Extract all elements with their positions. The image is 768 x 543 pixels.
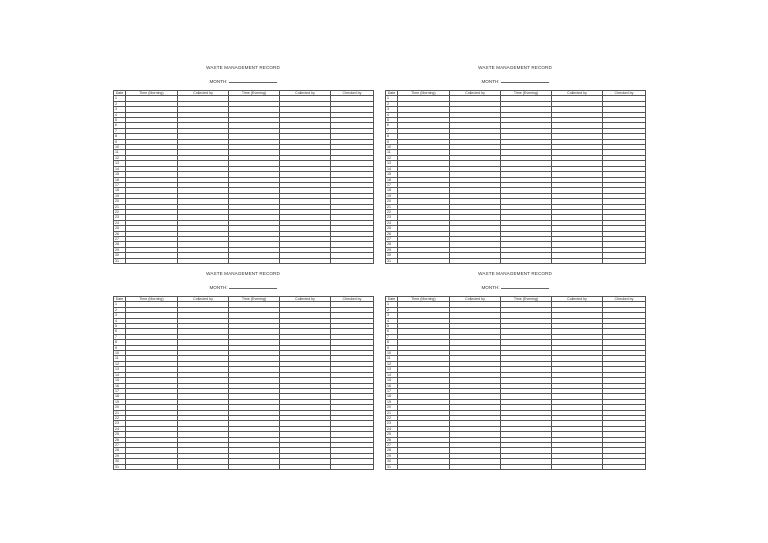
sheet-title: WASTE MANAGEMENT RECORD <box>478 65 552 70</box>
date-cell: 25 <box>386 226 398 231</box>
date-cell: 16 <box>114 383 126 388</box>
date-cell: 23 <box>114 421 126 426</box>
date-cell: 13 <box>114 161 126 166</box>
date-header: Date <box>114 297 126 302</box>
time-evening-header: Time (Evening) <box>229 297 280 302</box>
date-cell: 19 <box>114 399 126 404</box>
collected-by-cell[interactable] <box>450 258 501 263</box>
date-cell: 19 <box>114 193 126 198</box>
date-cell: 24 <box>386 426 398 431</box>
date-cell: 2 <box>386 101 398 106</box>
sheet-title: WASTE MANAGEMENT RECORD <box>206 271 280 276</box>
date-cell: 19 <box>386 399 398 404</box>
month-field <box>385 284 645 290</box>
date-cell: 7 <box>114 334 126 339</box>
date-cell: 6 <box>114 329 126 334</box>
date-cell: 3 <box>386 107 398 112</box>
date-cell: 9 <box>386 345 398 350</box>
date-cell: 1 <box>386 96 398 101</box>
record-table <box>385 90 646 264</box>
time-morning-cell[interactable] <box>126 258 178 263</box>
sheet-title: WASTE MANAGEMENT RECORD <box>478 271 552 276</box>
date-cell: 5 <box>386 118 398 123</box>
date-cell: 26 <box>386 231 398 236</box>
date-cell: 9 <box>386 139 398 144</box>
date-cell: 15 <box>386 172 398 177</box>
time-evening-header: Time (Evening) <box>229 91 280 96</box>
date-cell: 16 <box>386 177 398 182</box>
date-cell: 16 <box>386 383 398 388</box>
date-cell: 13 <box>386 161 398 166</box>
collected-by-header: Collected by <box>450 91 501 96</box>
time-morning-cell[interactable] <box>398 258 450 263</box>
date-cell: 30 <box>386 253 398 258</box>
date-cell: 7 <box>386 128 398 133</box>
date-cell: 11 <box>114 356 126 361</box>
date-cell: 21 <box>114 410 126 415</box>
date-cell: 25 <box>114 226 126 231</box>
time-evening-header: Time (Evening) <box>501 297 552 302</box>
date-cell: 6 <box>386 123 398 128</box>
date-cell: 20 <box>114 405 126 410</box>
date-cell: 19 <box>386 193 398 198</box>
date-cell: 30 <box>114 459 126 464</box>
time-morning-cell[interactable] <box>398 464 450 469</box>
record-table <box>385 296 646 470</box>
time-morning-header: Time (Morning) <box>398 91 450 96</box>
date-cell: 28 <box>114 448 126 453</box>
date-cell: 25 <box>114 432 126 437</box>
checked-by-header: Checked by <box>603 297 646 302</box>
date-header: Date <box>386 91 398 96</box>
date-cell: 30 <box>114 253 126 258</box>
record-sheet-bottom-right <box>385 271 645 481</box>
date-cell: 27 <box>114 236 126 241</box>
date-cell: 30 <box>386 459 398 464</box>
date-cell: 12 <box>386 361 398 366</box>
date-cell: 18 <box>114 394 126 399</box>
time-evening-header: Time (Evening) <box>501 91 552 96</box>
collected-by-cell[interactable] <box>280 464 331 469</box>
date-cell: 24 <box>386 220 398 225</box>
date-cell: 3 <box>386 313 398 318</box>
date-header: Date <box>114 91 126 96</box>
date-cell: 27 <box>114 442 126 447</box>
date-cell: 12 <box>114 361 126 366</box>
checked-by-header: Checked by <box>331 91 374 96</box>
date-cell: 28 <box>386 448 398 453</box>
date-cell: 18 <box>386 188 398 193</box>
month-label: MONTH: <box>481 285 500 290</box>
date-cell: 11 <box>386 356 398 361</box>
date-cell: 23 <box>386 215 398 220</box>
date-cell: 26 <box>114 231 126 236</box>
date-cell: 4 <box>386 112 398 117</box>
month-blank-line[interactable] <box>501 284 549 289</box>
record-table <box>113 296 374 470</box>
date-cell: 7 <box>114 128 126 133</box>
date-cell: 5 <box>386 324 398 329</box>
sheet-title: WASTE MANAGEMENT RECORD <box>206 65 280 70</box>
date-cell: 22 <box>386 415 398 420</box>
date-cell: 20 <box>386 199 398 204</box>
date-cell: 26 <box>386 437 398 442</box>
collected-by-header: Collected by <box>280 297 331 302</box>
month-field <box>113 78 373 84</box>
date-cell: 1 <box>114 96 126 101</box>
table-row <box>386 258 646 263</box>
month-label: MONTH: <box>209 79 228 84</box>
record-sheet-bottom-left <box>113 271 373 481</box>
checked-by-header: Checked by <box>331 297 374 302</box>
date-cell: 4 <box>386 318 398 323</box>
date-cell: 8 <box>114 340 126 345</box>
date-cell: 9 <box>114 345 126 350</box>
date-cell: 1 <box>114 302 126 307</box>
collected-by-cell[interactable] <box>280 258 331 263</box>
date-cell: 13 <box>114 367 126 372</box>
date-cell: 4 <box>114 112 126 117</box>
date-cell: 27 <box>386 442 398 447</box>
date-cell: 17 <box>386 388 398 393</box>
date-cell: 15 <box>386 378 398 383</box>
time-morning-cell[interactable] <box>126 464 178 469</box>
date-cell: 8 <box>114 134 126 139</box>
date-cell: 3 <box>114 313 126 318</box>
table-row <box>386 464 646 469</box>
record-sheet-top-left <box>113 65 373 275</box>
time-morning-header: Time (Morning) <box>126 91 178 96</box>
date-cell: 29 <box>386 247 398 252</box>
date-cell: 5 <box>114 118 126 123</box>
date-cell: 14 <box>386 166 398 171</box>
date-cell: 18 <box>386 394 398 399</box>
table-row <box>114 258 374 263</box>
date-cell: 21 <box>386 204 398 209</box>
date-cell: 8 <box>386 340 398 345</box>
month-blank-line[interactable] <box>229 78 277 83</box>
collected-by-cell[interactable] <box>450 464 501 469</box>
date-cell: 21 <box>386 410 398 415</box>
date-cell: 31 <box>386 464 398 469</box>
record-table <box>113 90 374 264</box>
date-cell: 16 <box>114 177 126 182</box>
date-cell: 6 <box>114 123 126 128</box>
time-evening-cell[interactable] <box>501 258 552 263</box>
month-field <box>385 78 645 84</box>
date-cell: 29 <box>114 247 126 252</box>
date-cell: 27 <box>386 236 398 241</box>
collected-by-cell[interactable] <box>178 258 229 263</box>
date-cell: 7 <box>386 334 398 339</box>
date-cell: 11 <box>386 150 398 155</box>
month-field <box>113 284 373 290</box>
date-cell: 28 <box>114 242 126 247</box>
date-cell: 17 <box>114 388 126 393</box>
date-cell: 24 <box>114 426 126 431</box>
time-evening-cell[interactable] <box>229 464 280 469</box>
date-cell: 14 <box>114 166 126 171</box>
month-blank-line[interactable] <box>501 78 549 83</box>
date-cell: 17 <box>386 182 398 187</box>
date-header: Date <box>386 297 398 302</box>
date-cell: 29 <box>114 453 126 458</box>
month-label: MONTH: <box>209 285 228 290</box>
date-cell: 20 <box>114 199 126 204</box>
date-cell: 23 <box>386 421 398 426</box>
date-cell: 18 <box>114 188 126 193</box>
month-label: MONTH: <box>481 79 500 84</box>
time-evening-cell[interactable] <box>501 464 552 469</box>
date-cell: 22 <box>386 209 398 214</box>
checked-by-cell[interactable] <box>331 464 374 469</box>
date-cell: 4 <box>114 318 126 323</box>
time-morning-header: Time (Morning) <box>398 297 450 302</box>
date-cell: 5 <box>114 324 126 329</box>
table-row <box>114 464 374 469</box>
date-cell: 28 <box>386 242 398 247</box>
collected-by-header: Collected by <box>280 91 331 96</box>
date-cell: 8 <box>386 134 398 139</box>
date-cell: 11 <box>114 150 126 155</box>
date-cell: 2 <box>114 101 126 106</box>
date-cell: 26 <box>114 437 126 442</box>
date-cell: 17 <box>114 182 126 187</box>
date-cell: 15 <box>114 378 126 383</box>
date-cell: 10 <box>386 351 398 356</box>
collected-by-header: Collected by <box>450 297 501 302</box>
collected-by-header: Collected by <box>552 297 603 302</box>
date-cell: 25 <box>386 432 398 437</box>
collected-by-cell[interactable] <box>178 464 229 469</box>
date-cell: 31 <box>114 258 126 263</box>
date-cell: 22 <box>114 415 126 420</box>
date-cell: 20 <box>386 405 398 410</box>
date-cell: 12 <box>386 155 398 160</box>
date-cell: 24 <box>114 220 126 225</box>
time-morning-header: Time (Morning) <box>126 297 178 302</box>
checked-by-cell[interactable] <box>603 464 646 469</box>
date-cell: 13 <box>386 367 398 372</box>
record-sheet-top-right <box>385 65 645 275</box>
date-cell: 23 <box>114 215 126 220</box>
month-blank-line[interactable] <box>229 284 277 289</box>
checked-by-cell[interactable] <box>331 258 374 263</box>
date-cell: 2 <box>114 307 126 312</box>
collected-by-cell[interactable] <box>552 464 603 469</box>
date-cell: 31 <box>386 258 398 263</box>
checked-by-header: Checked by <box>603 91 646 96</box>
date-cell: 1 <box>386 302 398 307</box>
date-cell: 3 <box>114 107 126 112</box>
date-cell: 10 <box>114 145 126 150</box>
date-cell: 15 <box>114 172 126 177</box>
date-cell: 31 <box>114 464 126 469</box>
date-cell: 29 <box>386 453 398 458</box>
time-evening-cell[interactable] <box>229 258 280 263</box>
date-cell: 14 <box>386 372 398 377</box>
collected-by-header: Collected by <box>178 297 229 302</box>
collected-by-cell[interactable] <box>552 258 603 263</box>
collected-by-header: Collected by <box>178 91 229 96</box>
checked-by-cell[interactable] <box>603 258 646 263</box>
date-cell: 10 <box>114 351 126 356</box>
date-cell: 6 <box>386 329 398 334</box>
date-cell: 21 <box>114 204 126 209</box>
date-cell: 10 <box>386 145 398 150</box>
collected-by-header: Collected by <box>552 91 603 96</box>
date-cell: 2 <box>386 307 398 312</box>
date-cell: 12 <box>114 155 126 160</box>
date-cell: 22 <box>114 209 126 214</box>
date-cell: 14 <box>114 372 126 377</box>
date-cell: 9 <box>114 139 126 144</box>
